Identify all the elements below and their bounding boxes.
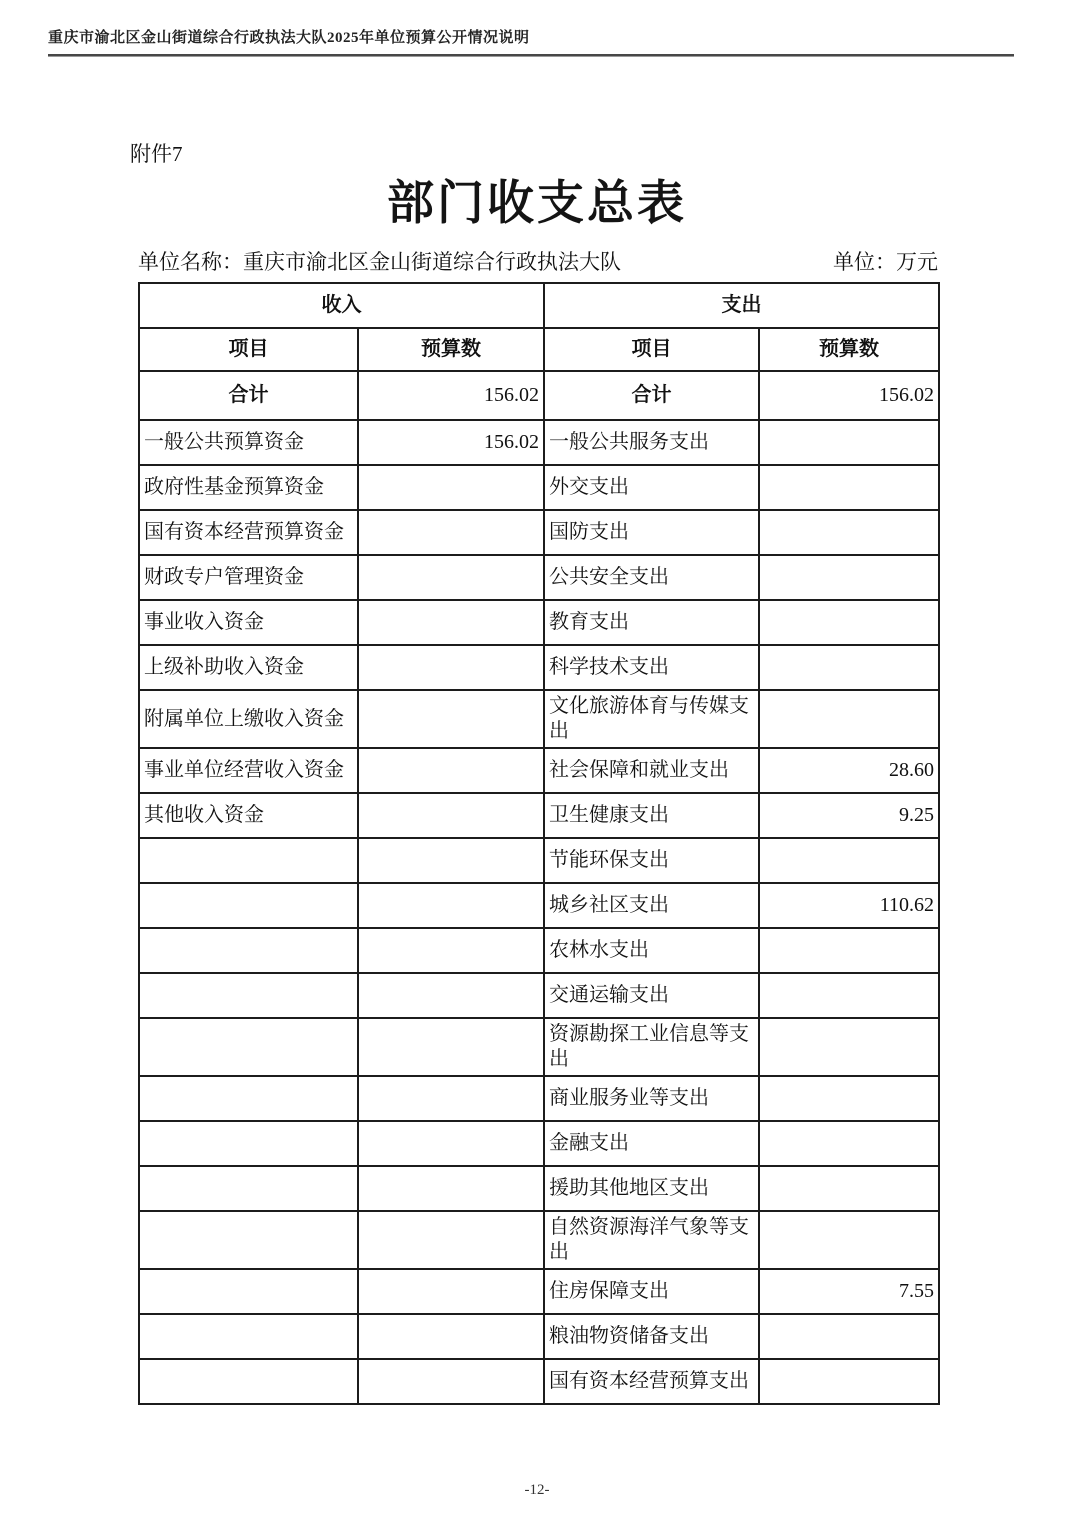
income-budget-cell [358,793,544,838]
expense-item-cell: 文化旅游体育与传媒支出 [544,690,759,748]
expense-budget-cell: 7.55 [759,1269,939,1314]
expense-budget-cell [759,1166,939,1211]
income-item-cell: 一般公共预算资金 [139,420,358,465]
col-header-income-budget: 预算数 [358,328,544,371]
expense-item-cell: 卫生健康支出 [544,793,759,838]
table-row [139,1314,939,1359]
expense-budget-cell: 28.60 [759,748,939,793]
expense-budget-cell: 110.62 [759,883,939,928]
income-budget-cell [358,838,544,883]
income-budget-cell [358,1076,544,1121]
income-item-cell [139,1211,358,1269]
expense-budget-cell [759,465,939,510]
expense-budget-cell [759,1018,939,1076]
total-income-item-cell: 合计 [139,371,358,420]
page-number: -12- [524,1482,550,1498]
table-row [139,1121,939,1166]
income-item-cell: 其他收入资金 [139,793,358,838]
expense-item-cell: 农林水支出 [544,928,759,973]
income-item-cell: 政府性基金预算资金 [139,465,358,510]
income-item-cell: 财政专户管理资金 [139,555,358,600]
expense-item-cell: 金融支出 [544,1121,759,1166]
group-header-expense: 支出 [544,283,939,328]
expense-budget-cell [759,600,939,645]
unit-label: 单位：万元 [833,250,938,274]
expense-budget-cell [759,973,939,1018]
group-header-income: 收入 [139,283,544,328]
income-item-cell: 附属单位上缴收入资金 [139,690,358,748]
table-row [139,928,939,973]
document-header-text: 重庆市渝北区金山街道综合行政执法大队2025年单位预算公开情况说明 [48,30,530,46]
total-expense-budget-cell: 156.02 [759,371,939,420]
income-budget-cell [358,645,544,690]
expense-item-cell: 资源勘探工业信息等支出 [544,1018,759,1076]
expense-budget-cell [759,555,939,600]
table-row [139,645,939,690]
income-budget-cell [358,1269,544,1314]
income-item-cell [139,1121,358,1166]
income-budget-cell [358,1018,544,1076]
total-expense-item-cell: 合计 [544,371,759,420]
header-rule [48,54,1014,57]
page-title: 部门收支总表 [387,178,687,230]
income-budget-cell [358,1121,544,1166]
expense-item-cell: 自然资源海洋气象等支出 [544,1211,759,1269]
expense-budget-cell [759,510,939,555]
expense-budget-cell: 9.25 [759,793,939,838]
expense-item-cell: 城乡社区支出 [544,883,759,928]
expense-item-cell: 交通运输支出 [544,973,759,1018]
col-header-income-item: 项目 [139,328,358,371]
table-row [139,420,939,465]
income-item-cell [139,973,358,1018]
income-item-cell [139,1166,358,1211]
expense-budget-cell [759,1211,939,1269]
expense-budget-cell [759,1121,939,1166]
income-budget-cell [358,555,544,600]
expense-item-cell: 一般公共服务支出 [544,420,759,465]
expense-item-cell: 住房保障支出 [544,1269,759,1314]
expense-item-cell: 国防支出 [544,510,759,555]
expense-item-cell: 商业服务业等支出 [544,1076,759,1121]
table-row [139,555,939,600]
table-row [139,973,939,1018]
expense-budget-cell [759,1314,939,1359]
expense-item-cell: 节能环保支出 [544,838,759,883]
col-header-expense-item: 项目 [544,328,759,371]
table-row [139,748,939,793]
expense-budget-cell [759,928,939,973]
income-budget-cell [358,928,544,973]
expense-item-cell: 粮油物资储备支出 [544,1314,759,1359]
expense-budget-cell [759,1359,939,1404]
expense-budget-cell [759,838,939,883]
budget-summary-table [138,282,940,1405]
table-row [139,1018,939,1076]
income-budget-cell [358,690,544,748]
income-budget-cell [358,748,544,793]
income-budget-cell [358,1166,544,1211]
expense-item-cell: 国有资本经营预算支出 [544,1359,759,1404]
income-item-cell: 国有资本经营预算资金 [139,510,358,555]
income-budget-cell [358,1211,544,1269]
income-budget-cell [358,1314,544,1359]
expense-item-cell: 援助其他地区支出 [544,1166,759,1211]
table-row [139,883,939,928]
table-row [139,793,939,838]
income-item-cell [139,1314,358,1359]
income-item-cell: 事业收入资金 [139,600,358,645]
income-item-cell [139,1076,358,1121]
expense-item-cell: 教育支出 [544,600,759,645]
table-row [139,1076,939,1121]
col-header-expense-budget: 预算数 [759,328,939,371]
total-income-budget-cell: 156.02 [358,371,544,420]
table-row [139,1166,939,1211]
income-item-cell [139,838,358,883]
income-item-cell [139,1359,358,1404]
income-item-cell: 上级补助收入资金 [139,645,358,690]
total-row [139,371,939,420]
income-item-cell: 事业单位经营收入资金 [139,748,358,793]
table-row [139,510,939,555]
expense-budget-cell [759,420,939,465]
table-row [139,1269,939,1314]
income-budget-cell [358,1359,544,1404]
meta-row [138,246,938,276]
table-row [139,465,939,510]
table-row [139,600,939,645]
expense-item-cell: 社会保障和就业支出 [544,748,759,793]
income-budget-cell [358,600,544,645]
table-row [139,690,939,748]
expense-item-cell: 外交支出 [544,465,759,510]
expense-budget-cell [759,1076,939,1121]
table-row [139,838,939,883]
income-item-cell [139,883,358,928]
unit-name: 单位名称：重庆市渝北区金山街道综合行政执法大队 [138,250,621,274]
table-row [139,1359,939,1404]
income-budget-cell [358,510,544,555]
income-budget-cell [358,883,544,928]
income-budget-cell [358,973,544,1018]
income-item-cell [139,1269,358,1314]
column-header-row [139,328,939,371]
table-row [139,1211,939,1269]
income-budget-cell: 156.02 [358,420,544,465]
expense-budget-cell [759,690,939,748]
income-item-cell [139,1018,358,1076]
income-item-cell [139,928,358,973]
expense-budget-cell [759,645,939,690]
group-header-row [139,283,939,328]
expense-item-cell: 科学技术支出 [544,645,759,690]
income-budget-cell [358,465,544,510]
attachment-label: 附件7 [130,142,183,166]
expense-item-cell: 公共安全支出 [544,555,759,600]
